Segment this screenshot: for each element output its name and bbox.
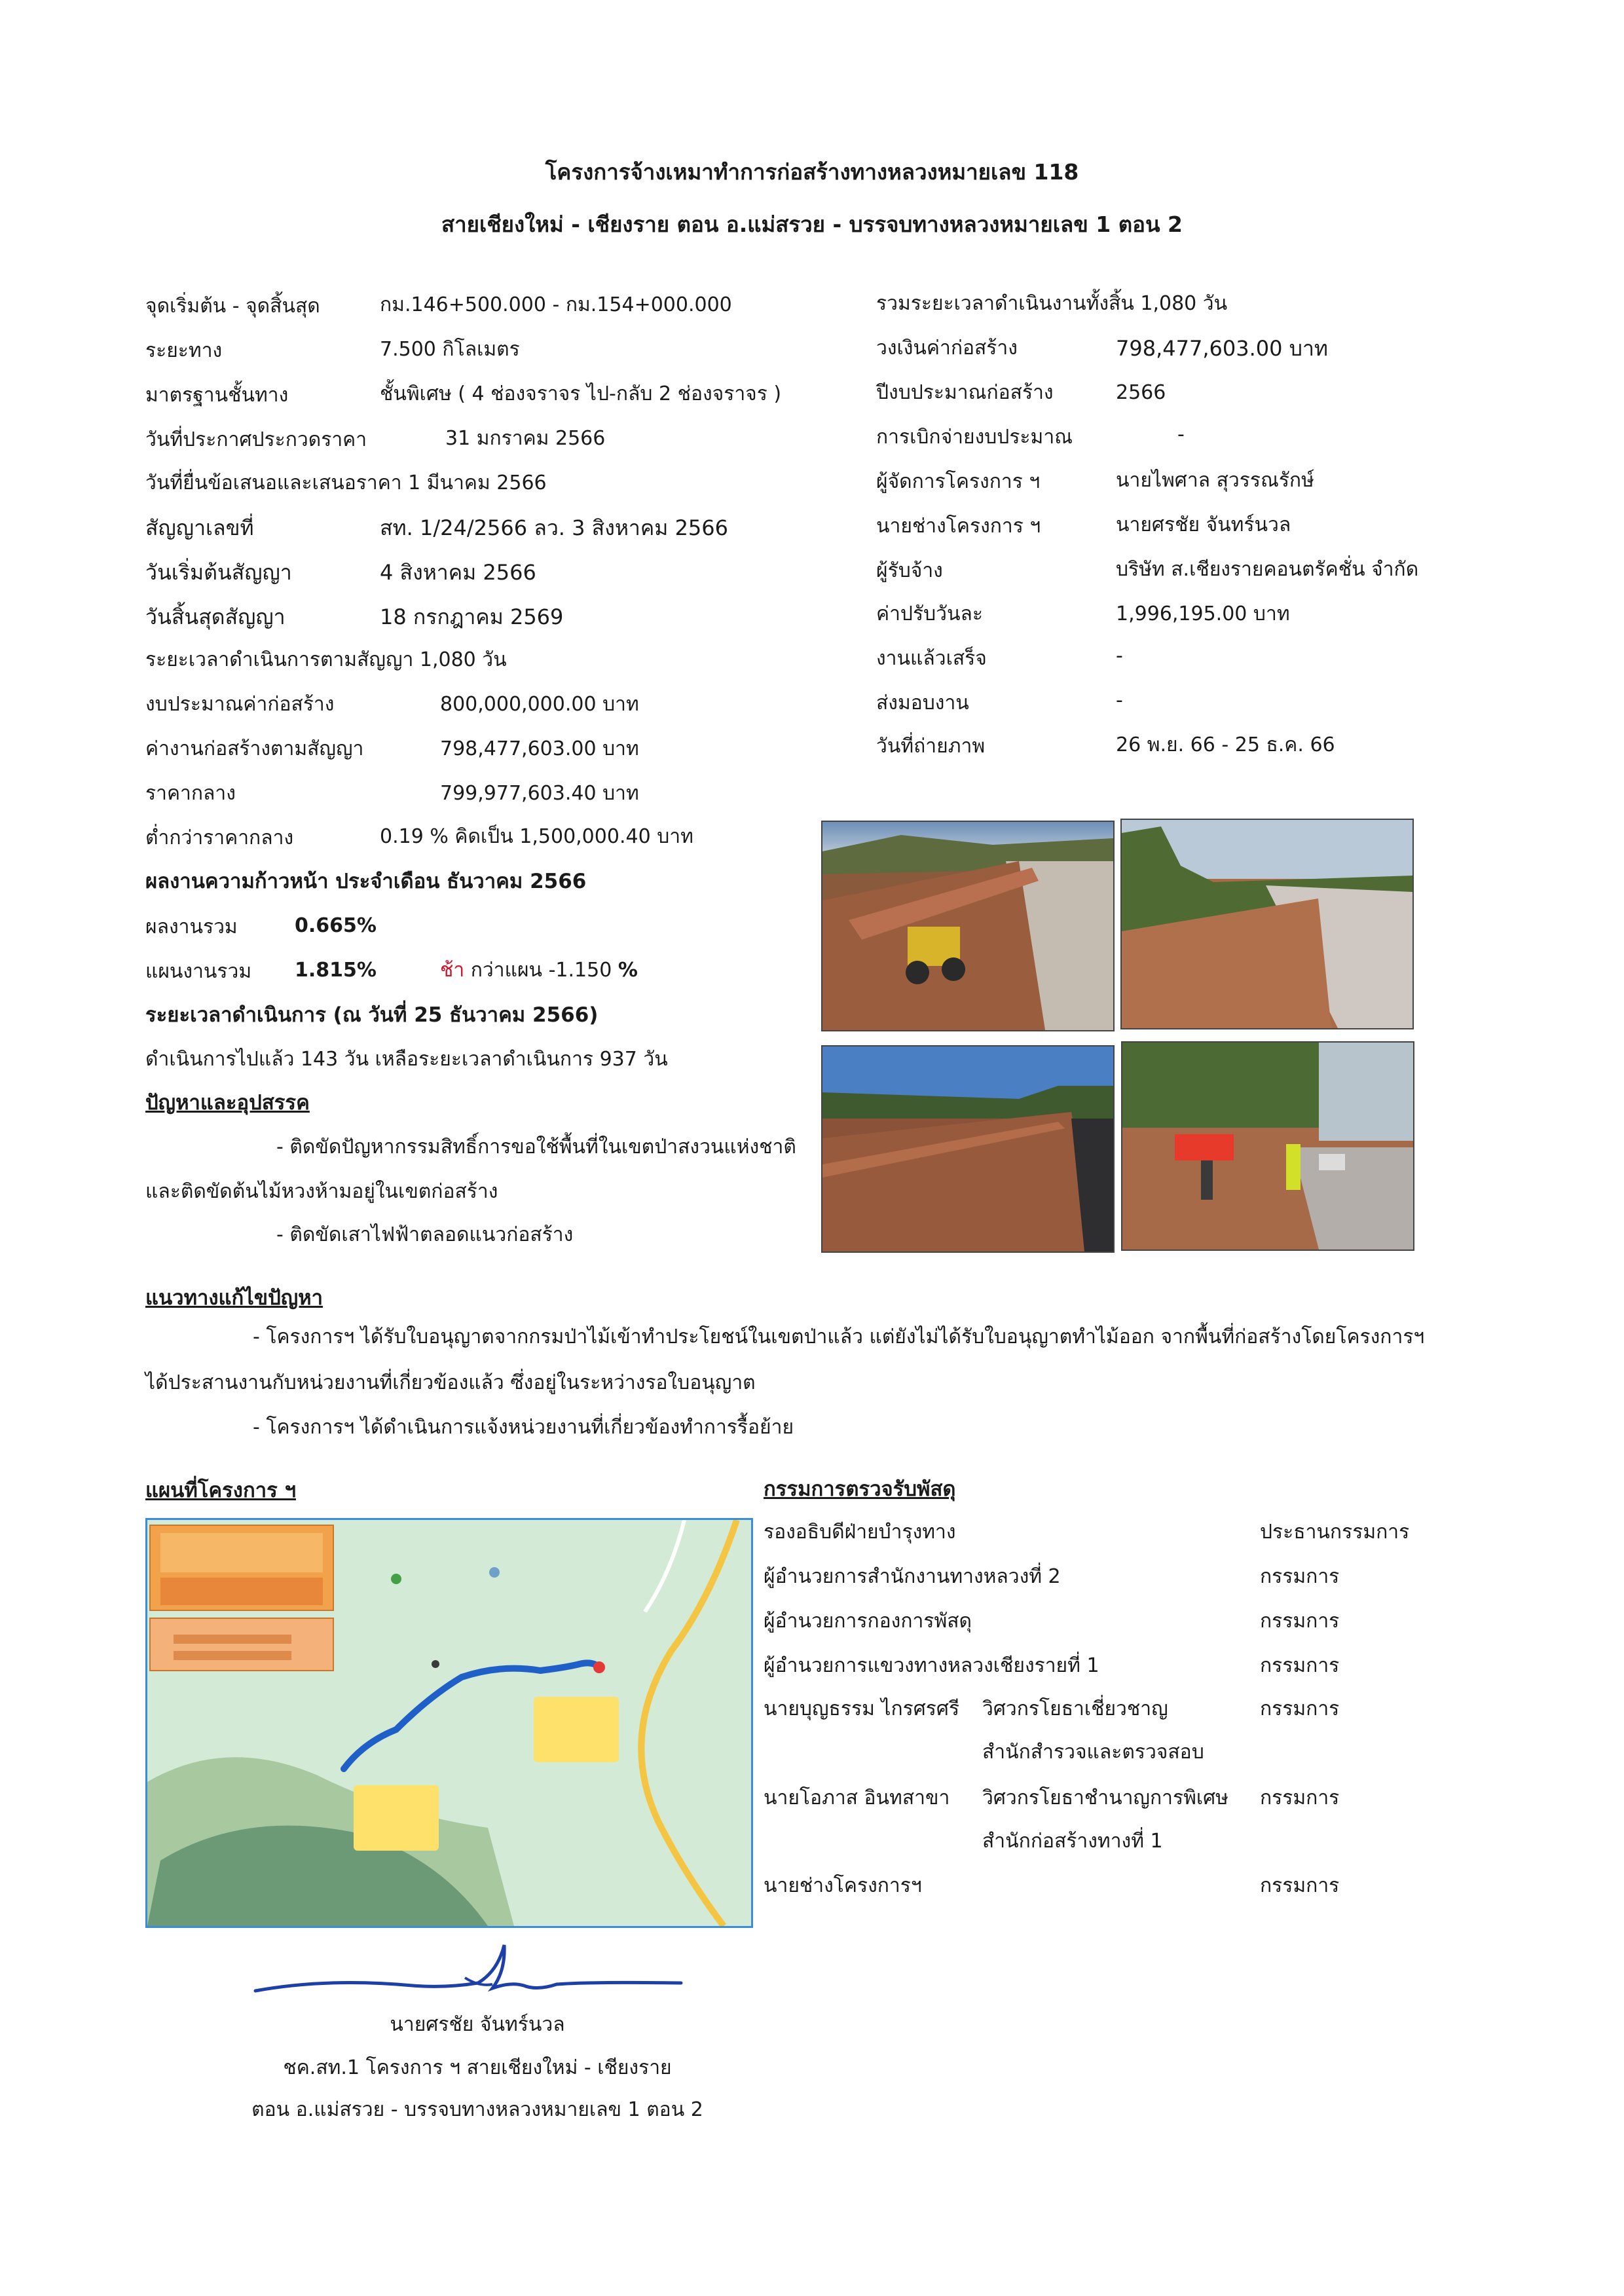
announce-value: 31 มกราคม 2566: [445, 427, 606, 450]
committee-member-name: นายบุญธรรม ไกรศรศรี: [764, 1697, 960, 1720]
behind-schedule: [440, 957, 638, 984]
actual-progress-label: ผลงานรวม: [145, 916, 238, 938]
solutions-line3: - โครงการฯ ได้ดำเนินการแจ้งหน่วยงานที่เกี่ยวข้องทำการรื้อย้าย: [253, 1416, 794, 1439]
construction-budget-label: วงเงินค่าก่อสร้าง: [876, 337, 1018, 360]
fiscal-year-label: ปีงบประมาณก่อสร้าง: [876, 381, 1054, 404]
committee-member-role: กรรมการ: [1260, 1610, 1340, 1633]
budget-label: งบประมาณค่าก่อสร้าง: [145, 693, 335, 716]
below-median-label: ต่ำกว่าราคากลาง: [145, 826, 294, 849]
site-photo-1: [821, 821, 1115, 1031]
map-heading: แผนที่โครงการ ฯ: [145, 1479, 296, 1502]
committee-member-role: กรรมการ: [1260, 1787, 1340, 1809]
project-manager-value: นายไพศาล สุวรรณรักษ์: [1116, 469, 1314, 492]
solutions-heading: แนวทางแก้ไขปัญหา: [145, 1286, 323, 1310]
committee-member-name: ผู้อำนวยการกองการพัสดุ: [764, 1610, 972, 1633]
contract-cost-value: 798,477,603.00 บาท: [440, 737, 639, 760]
project-map: [145, 1518, 753, 1928]
committee-member-department: สำนักสำรวจและตรวจสอบ: [982, 1741, 1204, 1764]
document-title-line2: สายเชียงใหม่ - เชียงราย ตอน อ.แม่สรวย - บรรจบทางหลวงหมายเลข 1 ตอน 2: [441, 212, 1183, 237]
site-photo-2-image: [1122, 820, 1412, 1028]
site-photo-4: [1121, 1041, 1414, 1251]
site-photo-2: [1120, 819, 1414, 1029]
photo-date-label: วันที่ถ่ายภาพ: [876, 735, 986, 758]
solutions-line2: ได้ประสานงานกับหน่วยงานที่เกี่ยวข้องแล้ว ซึ่งอยู่ในระหว่างรอใบอนุญาต: [145, 1371, 756, 1394]
contract-end-value: 18 กรกฎาคม 2569: [380, 604, 564, 629]
committee-member-role: กรรมการ: [1260, 1874, 1340, 1897]
daily-fine-value: 1,996,195.00 บาท: [1116, 602, 1290, 625]
signer-title1: ชค.สท.1 โครงการ ฯ สายเชียงใหม่ - เชียงราย: [283, 2056, 672, 2079]
handover-value: -: [1116, 689, 1123, 712]
committee-member-role: กรรมการ: [1260, 1654, 1340, 1677]
behind-text: กว่าแผน -1.150: [464, 959, 618, 982]
contract-no-value: สท. 1/24/2566 ลว. 3 สิงหาคม 2566: [380, 515, 728, 540]
construction-budget-value: 798,477,603.00 บาท: [1116, 336, 1329, 361]
contract-start-value: 4 สิงหาคม 2566: [380, 560, 536, 585]
site-photo-3-image: [822, 1046, 1113, 1251]
completed-label: งานแล้วเสร็จ: [876, 647, 987, 670]
problems-line3: - ติดขัดเสาไฟฟ้าตลอดแนวก่อสร้าง: [276, 1223, 574, 1246]
fiscal-year-value: 2566: [1116, 381, 1166, 404]
signer-name: นายศรชัย จันทร์นวล: [390, 2013, 565, 2036]
site-photo-4-image: [1122, 1043, 1413, 1250]
completed-value: -: [1116, 644, 1123, 667]
committee-member-name: ผู้อำนวยการแขวงทางหลวงเชียงรายที่ 1: [764, 1654, 1099, 1677]
committee-member-name: รองอธิบดีฝ่ายบำรุงทาง: [764, 1521, 956, 1544]
start-end-label: จุดเริ่มต้น - จุดสิ้นสุด: [145, 295, 320, 318]
duration-line: ระยะเวลาดำเนินการตามสัญญา 1,080 วัน: [145, 648, 507, 671]
committee-member-name: ผู้อำนวยการสำนักงานทางหลวงที่ 2: [764, 1565, 1061, 1588]
period-text: ดำเนินการไปแล้ว 143 วัน เหลือระยะเวลาดำเนินการ 937 วัน: [145, 1048, 668, 1071]
total-duration-line: รวมระยะเวลาดำเนินงานทั้งสิ้น 1,080 วัน: [876, 292, 1228, 315]
contract-start-label: วันเริ่มต้นสัญญา: [145, 560, 292, 585]
standard-value: ชั้นพิเศษ ( 4 ช่องจราจร ไป-กลับ 2 ช่องจราจร ): [380, 382, 782, 405]
planned-progress-label: แผนงานรวม: [145, 960, 252, 983]
distance-value: 7.500 กิโลเมตร: [380, 338, 520, 361]
solutions-line1: - โครงการฯ ได้รับใบอนุญาตจากกรมป่าไม้เข้าทำประโยชน์ในเขตป่าแล้ว แต่ยังไม่ได้รับใบอนุญาตทำไม้ออก จากพื้นที่ก่อสร้างโดยโครงการฯ: [253, 1325, 1425, 1348]
project-map-image: [147, 1520, 751, 1926]
actual-progress-value: 0.665%: [295, 914, 377, 937]
disbursement-value: -: [1177, 423, 1185, 446]
photo-date-value: 26 พ.ย. 66 - 25 ธ.ค. 66: [1116, 733, 1335, 756]
problems-line2: และติดขัดต้นไม้หวงห้ามอยู่ในเขตก่อสร้าง: [145, 1180, 498, 1203]
problems-heading: ปัญหาและอุปสรรค: [145, 1091, 310, 1115]
daily-fine-label: ค่าปรับวันละ: [876, 602, 983, 625]
contractor-value: บริษัท ส.เชียงรายคอนตรัคชั่น จำกัด: [1116, 558, 1419, 581]
behind-word: ช้า: [440, 959, 465, 982]
document-title-line1: โครงการจ้างเหมาทำการก่อสร้างทางหลวงหมายเลข 118: [545, 159, 1079, 185]
distance-label: ระยะทาง: [145, 339, 223, 362]
submit-line: วันที่ยื่นข้อเสนอและเสนอราคา 1 มีนาคม 2566: [145, 472, 547, 494]
site-photo-3: [821, 1045, 1115, 1253]
contract-cost-label: ค่างานก่อสร้างตามสัญญา: [145, 737, 364, 760]
start-end-value: กม.146+500.000 - กม.154+000.000: [380, 293, 732, 316]
project-engineer-label: นายช่างโครงการ ฯ: [876, 515, 1041, 538]
problems-line1: - ติดขัดปัญหากรรมสิทธิ์การขอใช้พื้นที่ในเขตป่าสงวนแห่งชาติ: [276, 1136, 796, 1158]
progress-heading: ผลงานความก้าวหน้า ประจำเดือน ธันวาคม 2566: [145, 870, 587, 893]
behind-pct: %: [618, 959, 638, 982]
committee-member-name: นายโอภาส อินทสาขา: [764, 1787, 950, 1809]
project-engineer-value: นายศรชัย จันทร์นวล: [1116, 513, 1291, 536]
committee-member-position: วิศวกรโยธาเชี่ยวชาญ: [982, 1697, 1168, 1720]
period-heading: ระยะเวลาดำเนินการ (ณ วันที่ 25 ธันวาคม 2566): [145, 1003, 599, 1027]
committee-heading: กรรมการตรวจรับพัสดุ: [764, 1477, 956, 1501]
handover-label: ส่งมอบงาน: [876, 692, 969, 714]
site-photo-1-image: [822, 822, 1113, 1030]
announce-label: วันที่ประกาศประกวดราคา: [145, 428, 367, 451]
committee-member-role: กรรมการ: [1260, 1697, 1340, 1720]
disbursement-label: การเบิกจ่ายงบประมาณ: [876, 426, 1073, 449]
signer-title2: ตอน อ.แม่สรวย - บรรจบทางหลวงหมายเลข 1 ตอน 2: [251, 2098, 703, 2121]
project-manager-label: ผู้จัดการโครงการ ฯ: [876, 470, 1041, 493]
budget-value: 800,000,000.00 บาท: [440, 693, 639, 716]
below-median-value: 0.19 % คิดเป็น 1,500,000.40 บาท: [380, 825, 693, 848]
contract-end-label: วันสิ้นสุดสัญญา: [145, 604, 286, 629]
contract-no-label: สัญญาเลขที่: [145, 515, 254, 540]
committee-member-position: วิศวกรโยธาชำนาญการพิเศษ: [982, 1787, 1228, 1809]
median-price-label: ราคากลาง: [145, 782, 236, 805]
committee-member-name: นายช่างโครงการฯ: [764, 1874, 922, 1897]
standard-label: มาตรฐานชั้นทาง: [145, 384, 289, 407]
contractor-label: ผู้รับจ้าง: [876, 559, 943, 582]
committee-member-department: สำนักก่อสร้างทางที่ 1: [982, 1830, 1163, 1853]
signature-scribble: [249, 1932, 694, 2010]
planned-progress-value: 1.815%: [295, 959, 377, 982]
committee-member-role: กรรมการ: [1260, 1565, 1340, 1588]
median-price-value: 799,977,603.40 บาท: [440, 782, 639, 805]
committee-member-role: ประธานกรรมการ: [1260, 1521, 1410, 1544]
